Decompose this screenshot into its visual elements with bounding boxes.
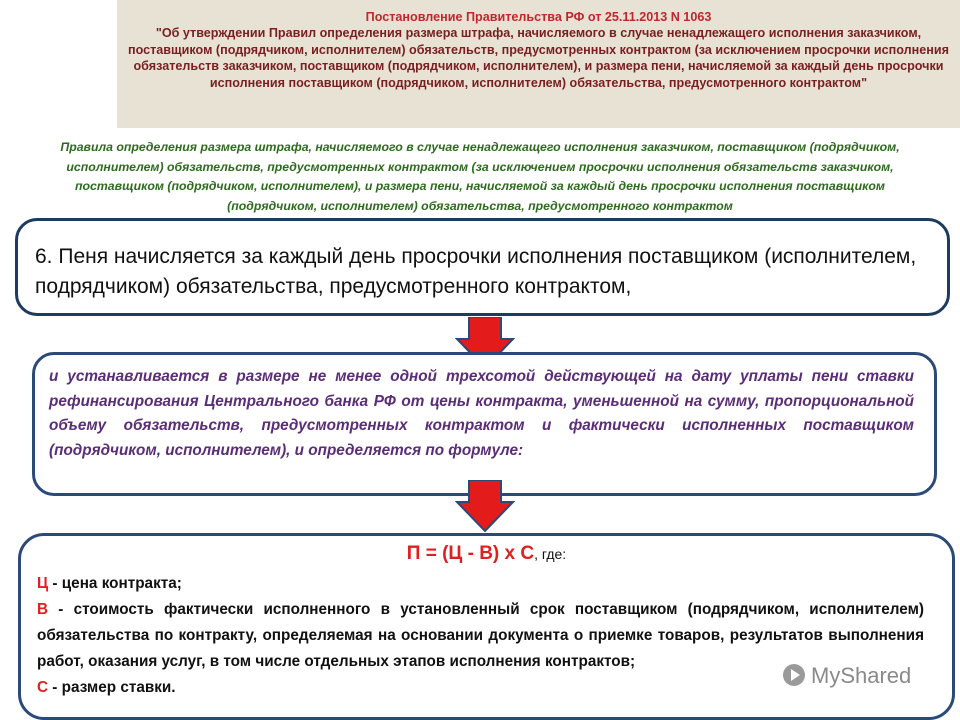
formula-expression: П = (Ц - В) х С [406,543,535,564]
definition-key: Ц [37,575,49,592]
definition-key: В [37,601,49,618]
resolution-name: "Об утверждении Правил определения размера штрафа, начисляемого в случае ненадлежащего исполнения заказчиком, поставщиком (подрядчиком, исполнителем) обязательств, предусмотренных контрактом (за исключением просрочки исполнения обязательств заказчиком, поставщиком (подрядчиком, исполнителем), и размера пени, начисляемой за каждый день просрочки исполнения поставщиком (подрядчиком, исполнителем) обязательства, предусмотренного контрактом" [128,26,949,90]
watermark-text: MyShared [811,663,912,688]
definition-key: С [37,679,49,696]
resolution-title: Постановление Правительства РФ от 25.11.2013 N 1063 [365,10,712,24]
watermark [783,660,933,692]
definition-text: - цена контракта; [48,575,182,592]
formula-line [21,543,952,565]
formula-where: , где: [534,546,567,562]
establish-text: и устанавливается в размере не менее одной трехсотой действующей на дату уплаты пени ставки рефинансирования Центрального банка РФ от цены контракта, уменьшенной на сумму, пропорциональной объему обязательств, предусмотренных контрактом и фактически исполненных поставщиком (подрядчиком, исполнителем), и определяется по формуле: [49,368,914,459]
definition-item [37,571,924,597]
point-6-text: 6. Пеня начисляется за каждый день просрочки исполнения поставщиком (исполнителем, подрядчиком) обязательства, предусмотренного контрактом, [35,245,917,298]
definition-text: - стоимость фактически исполненного в установленный срок поставщиком (подрядчиком, исполнителем) обязательства по контракту, определяемая на основании документа о приемке товаров, результатов выполнения работ, оказания услуг, в том числе отдельных этапов исполнения контрактов; [37,601,924,670]
rules-title: Правила определения размера штрафа, начисляемого в случае ненадлежащего исполнения заказчиком, поставщиком (подрядчиком, исполнителем) обязательств, предусмотренных контрактом (за исключением просрочки исполнения обязательств заказчиком, поставщиком (подрядчиком, исполнителем), и размера пени, начисляемой за каждый день просрочки исполнения поставщиком (подрядчиком, исполнителем) обязательства, предусмотренного контрактом [60,140,900,213]
establish-box [32,352,937,496]
definition-text: - размер ставки. [48,679,176,696]
point-6-box [15,218,950,316]
down-arrow-icon [455,480,515,532]
play-icon [783,664,805,686]
header-box [117,0,960,128]
